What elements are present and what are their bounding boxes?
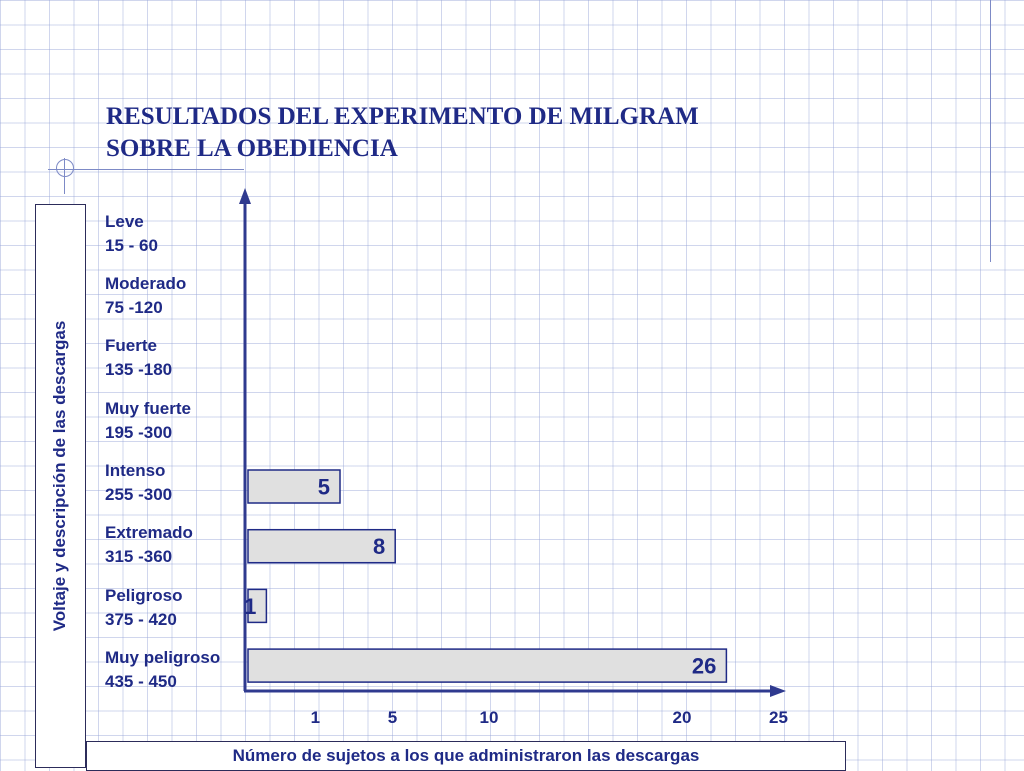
category-name: Fuerte (105, 336, 157, 355)
x-axis-arrow-icon (770, 685, 786, 697)
bar (248, 649, 726, 682)
category-name: Peligroso (105, 586, 183, 605)
x-axis-label: Número de sujetos a los que administraron las descargas (232, 746, 700, 765)
bar-value-label: 1 (244, 593, 257, 619)
category-range: 375 - 420 (105, 610, 177, 629)
category-name: Muy peligroso (105, 648, 221, 667)
category-range: 435 - 450 (105, 672, 177, 691)
category-name: Leve (105, 212, 144, 231)
category-name: Intenso (105, 461, 166, 480)
bar-value-label: 8 (372, 534, 386, 560)
category-range: 315 -360 (105, 547, 173, 566)
x-tick-label: 25 (769, 708, 788, 727)
category-range: 15 - 60 (105, 236, 158, 255)
x-tick-label: 20 (672, 708, 692, 727)
category-range: 135 -180 (105, 360, 173, 379)
category-name: Extremado (105, 523, 193, 542)
y-axis-arrow-icon (239, 188, 251, 204)
category-name: Muy fuerte (105, 399, 191, 418)
category-range: 255 -300 (105, 485, 173, 504)
x-tick-label: 10 (479, 708, 499, 727)
category-range: 75 -120 (105, 298, 163, 317)
slide-title-line-2: SOBRE LA OBEDIENCIA (106, 135, 398, 162)
x-tick-label: 1 (310, 708, 321, 727)
slide-title-line-1: RESULTADOS DEL EXPERIMENTO DE MILGRAM (106, 103, 699, 130)
y-axis-label: Voltaje y descripción de las descargas (50, 320, 69, 632)
bar-value-label: 26 (691, 653, 717, 679)
category-name: Moderado (105, 274, 187, 293)
x-tick-label: 5 (387, 708, 398, 727)
category-range: 195 -300 (105, 423, 173, 442)
bar-value-label: 5 (317, 474, 330, 500)
